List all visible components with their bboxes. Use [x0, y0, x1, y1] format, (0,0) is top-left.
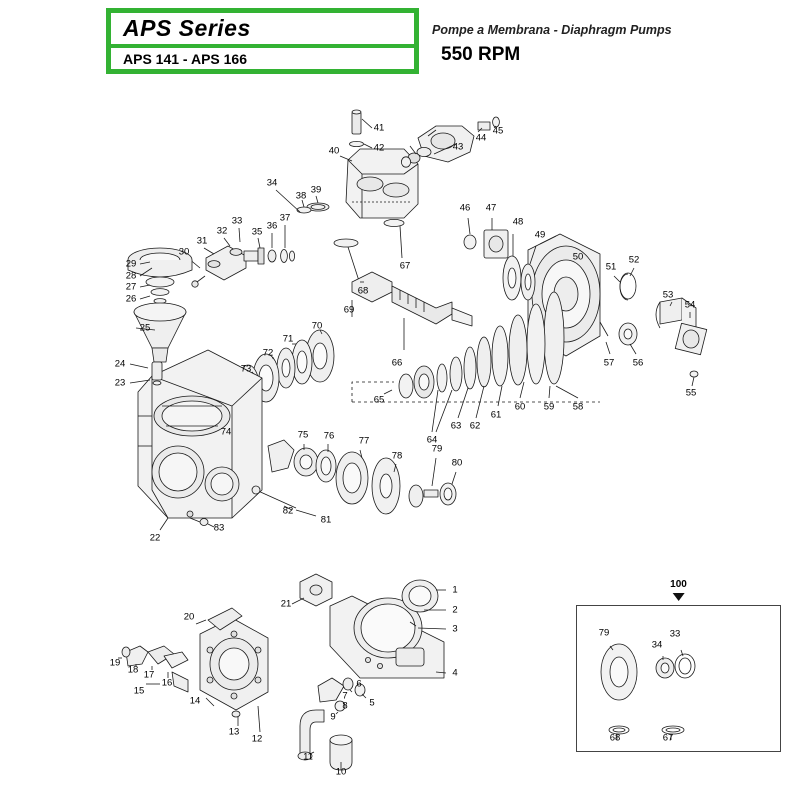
inset-callout-79: 79	[598, 627, 610, 639]
service-kit-inset	[576, 579, 781, 752]
callout-60: 60	[514, 401, 526, 413]
callout-32: 32	[216, 225, 228, 237]
callout-35: 35	[251, 226, 263, 238]
callout-10: 10	[335, 766, 347, 778]
callout-57: 57	[603, 357, 615, 369]
callout-75: 75	[297, 429, 309, 441]
callout-39: 39	[310, 184, 322, 196]
callout-53: 53	[662, 289, 674, 301]
callout-16: 16	[161, 677, 173, 689]
callout-2: 2	[452, 604, 458, 616]
callout-65: 65	[373, 394, 385, 406]
callout-48: 48	[512, 216, 524, 228]
callout-15: 15	[133, 685, 145, 697]
callout-12: 12	[251, 733, 263, 745]
callout-33: 33	[231, 215, 243, 227]
callout-8: 8	[342, 700, 348, 712]
callout-59: 59	[543, 401, 555, 413]
callout-37: 37	[279, 212, 291, 224]
callout-3: 3	[452, 623, 458, 635]
callout-25: 25	[139, 322, 151, 334]
header-divider	[111, 44, 414, 48]
callout-47: 47	[485, 202, 497, 214]
callout-42: 42	[373, 142, 385, 154]
kit-arrow-icon	[673, 593, 685, 601]
callout-52: 52	[628, 254, 640, 266]
kit-number: 100	[670, 579, 687, 590]
callout-34: 34	[266, 177, 278, 189]
callout-58: 58	[572, 401, 584, 413]
callout-20: 20	[183, 611, 195, 623]
callout-69: 69	[343, 304, 355, 316]
callout-6: 6	[356, 678, 362, 690]
callout-83: 83	[213, 522, 225, 534]
callout-56: 56	[632, 357, 644, 369]
callout-46: 46	[459, 202, 471, 214]
callout-41: 41	[373, 122, 385, 134]
callout-24: 24	[114, 358, 126, 370]
callout-62: 62	[469, 420, 481, 432]
callout-64: 64	[426, 434, 438, 446]
header-model-range: APS 141 - APS 166	[123, 51, 247, 67]
callout-70: 70	[311, 320, 323, 332]
callout-71: 71	[282, 333, 294, 345]
header-rpm: 550 RPM	[441, 44, 521, 65]
callout-29: 29	[125, 258, 137, 270]
callout-43: 43	[452, 141, 464, 153]
callout-82: 82	[282, 505, 294, 517]
callout-78: 78	[391, 450, 403, 462]
callout-63: 63	[450, 420, 462, 432]
callout-55: 55	[685, 387, 697, 399]
callout-79: 79	[431, 443, 443, 455]
callout-9: 9	[330, 711, 336, 723]
callout-54: 54	[684, 299, 696, 311]
callout-44: 44	[475, 132, 487, 144]
callout-1: 1	[452, 584, 458, 596]
callout-22: 22	[149, 532, 161, 544]
callout-13: 13	[228, 726, 240, 738]
callout-14: 14	[189, 695, 201, 707]
callout-45: 45	[492, 125, 504, 137]
callout-40: 40	[328, 145, 340, 157]
callout-11: 11	[303, 751, 313, 763]
callout-4: 4	[452, 667, 458, 679]
callout-49: 49	[534, 229, 546, 241]
inset-callout-67: 67	[662, 732, 674, 744]
callout-77: 77	[358, 435, 370, 447]
inset-callout-34: 34	[651, 639, 663, 651]
kit-label-group	[670, 580, 687, 601]
callout-19: 19	[109, 657, 121, 669]
callout-68: 68	[357, 285, 369, 297]
callout-81: 81	[320, 514, 332, 526]
callout-31: 31	[196, 235, 208, 247]
page-title: APS Series	[123, 15, 251, 41]
header-product-type: Pompe a Membrana - Diaphragm Pumps	[432, 23, 672, 37]
callout-18: 18	[127, 664, 139, 676]
exploded-diagram	[0, 86, 800, 800]
callout-66: 66	[391, 357, 403, 369]
callout-80: 80	[451, 457, 463, 469]
callout-30: 30	[178, 246, 190, 258]
callout-72: 72	[262, 347, 274, 359]
inset-callout-33: 33	[669, 628, 681, 640]
callout-61: 61	[490, 409, 502, 421]
callout-73: 73	[240, 363, 252, 375]
callout-67: 67	[399, 260, 411, 272]
callout-36: 36	[266, 220, 278, 232]
callout-74: 74	[220, 426, 232, 438]
callout-23: 23	[114, 377, 126, 389]
callout-28: 28	[125, 270, 137, 282]
header-title-box	[106, 8, 419, 74]
callout-5: 5	[369, 697, 375, 709]
inset-callout-68: 68	[609, 732, 621, 744]
callout-7: 7	[342, 690, 348, 702]
callout-17: 17	[143, 669, 155, 681]
callout-38: 38	[295, 190, 307, 202]
callout-21: 21	[280, 598, 292, 610]
callout-50: 50	[572, 251, 584, 263]
header	[0, 0, 800, 88]
callout-27: 27	[125, 281, 137, 293]
callout-76: 76	[323, 430, 335, 442]
callout-51: 51	[605, 261, 617, 273]
callout-26: 26	[125, 293, 137, 305]
